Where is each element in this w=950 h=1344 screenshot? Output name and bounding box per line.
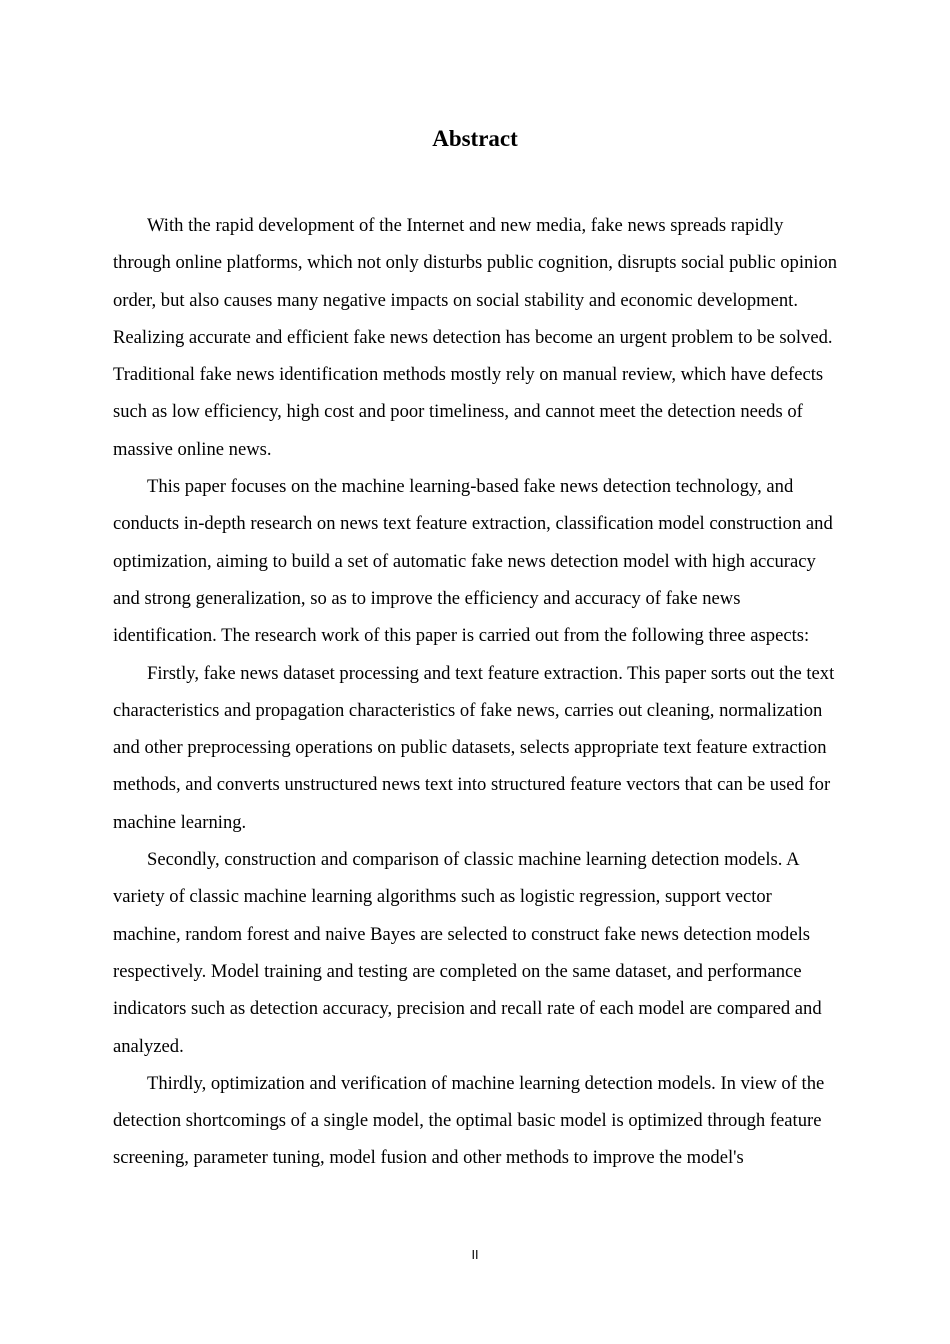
abstract-paragraph-4: Secondly, construction and comparison of classic machine learning detection models. A variety of classic machine learning algorithms such as logistic regression, support vector machine, random forest and naive Bayes are selected to construct fake news detection models respectively. Model training and testing are completed on the same dataset, and performance indicators such as detection accuracy, precision and recall rate of each model are compared and analyzed. — [113, 849, 822, 1057]
abstract-title: Abstract — [432, 126, 518, 151]
abstract-paragraph-5: Thirdly, optimization and verification of machine learning detection models. In view of the detection shortcomings of a single model, the optimal basic model is optimized through feature screening, parameter tuning, model fusion and other methods to improve the model's — [113, 1072, 825, 1169]
abstract-paragraph-3: Firstly, fake news dataset processing and text feature extraction. This paper sorts out the text characteristics and propagation characteristics of fake news, carries out cleaning, normalization and other preprocessing operations on public datasets, selects appropriate text feature extraction methods, and converts unstructured news text into structured feature vectors that can be used for machine learning. — [113, 662, 835, 833]
abstract-paragraph-2: This paper focuses on the machine learning-based fake news detection technology, and conducts in-depth research on news text feature extraction, classification model construction and optimization, aiming to build a set of automatic fake news detection model with high accuracy and strong generalization, so as to improve the efficiency and accuracy of fake news identification. The research work of this paper is carried out from the following three aspects: — [113, 476, 833, 647]
page-number: II — [471, 1248, 479, 1262]
abstract-body — [113, 207, 840, 1177]
abstract-paragraph-1: With the rapid development of the Internet and new media, fake news spreads rapidly through online platforms, which not only disturbs public cognition, disrupts social public opinion order, but also causes many negative impacts on social stability and economic development. Realizing accurate and efficient fake news detection has become an urgent problem to be solved. Traditional fake news identification methods mostly rely on manual review, which have defects such as low efficiency, high cost and poor timeliness, and cannot meet the detection needs of massive online news. — [113, 215, 838, 460]
